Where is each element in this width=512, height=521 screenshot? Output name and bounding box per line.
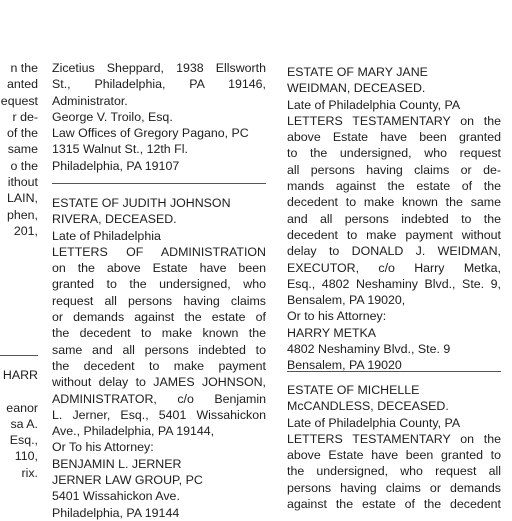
notice-line: 1315 Walnut St., 12th Fl. (52, 142, 188, 157)
notice-line: EXECUTOR, c/o Harry Metka, (287, 260, 501, 275)
notice-line: Esq., 4802 Neshaminy Blvd., Ste. 9, (287, 276, 501, 291)
notice-line: HARRY METKA (287, 325, 377, 340)
notice-line: Administrator. (52, 93, 128, 108)
notice-line: decedent to make known the same (287, 195, 501, 210)
notice-line: request all persons having claims (52, 293, 266, 308)
notice-line: BENJAMIN L. JERNER (52, 456, 182, 471)
notice-heading: ESTATE OF MARY JANE (287, 65, 428, 79)
notice-line: the undersigned, who request all (287, 464, 501, 479)
left-line: eanor (6, 400, 38, 415)
left-line: equest (0, 93, 38, 108)
notice-line: LETTERS TESTAMENTARY on the (287, 431, 501, 446)
notice-line: George V. Troilo, Esq. (52, 109, 173, 124)
notice-line: LETTERS TESTAMENTARY on the (287, 113, 501, 128)
notice-line: 5401 Wissahickon Ave. (52, 489, 180, 504)
notice-line: against the estate of the decedent (287, 497, 501, 512)
left-line: anted (6, 77, 38, 92)
left-line: same (7, 142, 38, 157)
notice-line: Philadelphia, PA 19107 (52, 158, 180, 173)
notice-line: LETTERS OF ADMINISTRATION (52, 244, 266, 259)
left-line: rix. (21, 465, 38, 480)
left-line: phen, (6, 207, 38, 222)
notice-line: Late of Philadelphia (52, 228, 161, 243)
notice-line: St., Philadelphia, PA 19146, (52, 77, 266, 92)
notice-heading: McCANDLESS, DECEASED. (287, 399, 449, 414)
notice-line: delay to DONALD J. WEIDMAN, (287, 244, 501, 259)
notice-michelle-mccandless (287, 382, 501, 512)
notice-line: persons having claims or demands (287, 480, 501, 495)
notice-heading: ESTATE OF MICHELLE (287, 383, 420, 397)
notice-line: Zicetius Sheppard, 1938 Ellsworth (52, 61, 266, 75)
left-column-fragment (0, 60, 38, 239)
notice-line: 4802 Neshaminy Blvd., Ste. 9 (287, 342, 451, 357)
notice-heading: RIVERA, DECEASED. (52, 212, 177, 227)
middle-column (52, 60, 266, 174)
notice-mary-jane-weidman (287, 64, 501, 374)
notice-line: all persons having claims or de- (287, 162, 501, 177)
notice-line: Or to his Attorney: (287, 309, 387, 324)
notice-line: ADMINISTRATOR, c/o Benjamin (52, 391, 266, 406)
notice-line: decedent to make payment without (287, 227, 501, 242)
left-line: sa A. (10, 416, 38, 431)
left-line: ithout (7, 175, 38, 190)
left-line: r de- (12, 109, 38, 124)
left-line: of the (6, 126, 38, 141)
left-line: o the (10, 158, 38, 173)
notice-line: or demands against the estate of (52, 310, 266, 325)
notice-line: Late of Philadelphia County, PA (287, 415, 461, 430)
notice-line: mands against the estate of the (287, 179, 501, 194)
notice-heading: ESTATE OF JUDITH JOHNSON (52, 196, 231, 210)
notice-line: on the above Estate have been (52, 261, 266, 276)
notice-zicetius (52, 60, 266, 174)
notice-line: the decedent to make known the (52, 326, 266, 341)
notice-line: above Estate have been granted (287, 130, 501, 145)
notice-heading: WEIDMAN, DECEASED. (287, 81, 426, 96)
left-line: LAIN, (7, 191, 38, 206)
right-divider (287, 371, 501, 372)
left-line: 201, (13, 223, 38, 238)
notice-line: Philadelphia, PA 19144 (52, 505, 180, 520)
notice-line: Bensalem, PA 19020, (287, 293, 406, 308)
notice-line: to the undersigned, who request (287, 146, 501, 161)
notice-line: JERNER LAW GROUP, PC (52, 473, 203, 488)
left-line: Esq., (9, 433, 38, 448)
notice-line: the decedent to make payment (52, 358, 266, 373)
notice-line: Law Offices of Gregory Pagano, PC (52, 126, 249, 141)
notice-line: Or To his Attorney: (52, 440, 154, 455)
left-line: HARR (2, 368, 38, 382)
notice-line: L. Jerner, Esq., 5401 Wissahickon (52, 407, 266, 422)
left-column-fragment-2 (0, 367, 38, 481)
notice-line: above Estate have been granted to (287, 448, 501, 463)
notice-line: Ave., Philadelphia, PA 19144, (52, 424, 215, 439)
notice-line: Late of Philadelphia County, PA (287, 97, 461, 112)
notice-line: Bensalem, PA 19020 (287, 358, 402, 373)
left-line: 110, (14, 449, 38, 464)
left-divider (0, 355, 38, 356)
notice-judith-johnson-rivera (52, 195, 266, 521)
middle-divider (52, 183, 266, 184)
notice-line: granted to the undersigned, who (52, 277, 266, 292)
notice-line: same and all persons indebted to (52, 342, 266, 357)
notice-line: and all persons indebted to the (287, 211, 501, 226)
left-line: n the (10, 61, 38, 75)
notice-line: without delay to JAMES JOHNSON, (52, 375, 266, 390)
